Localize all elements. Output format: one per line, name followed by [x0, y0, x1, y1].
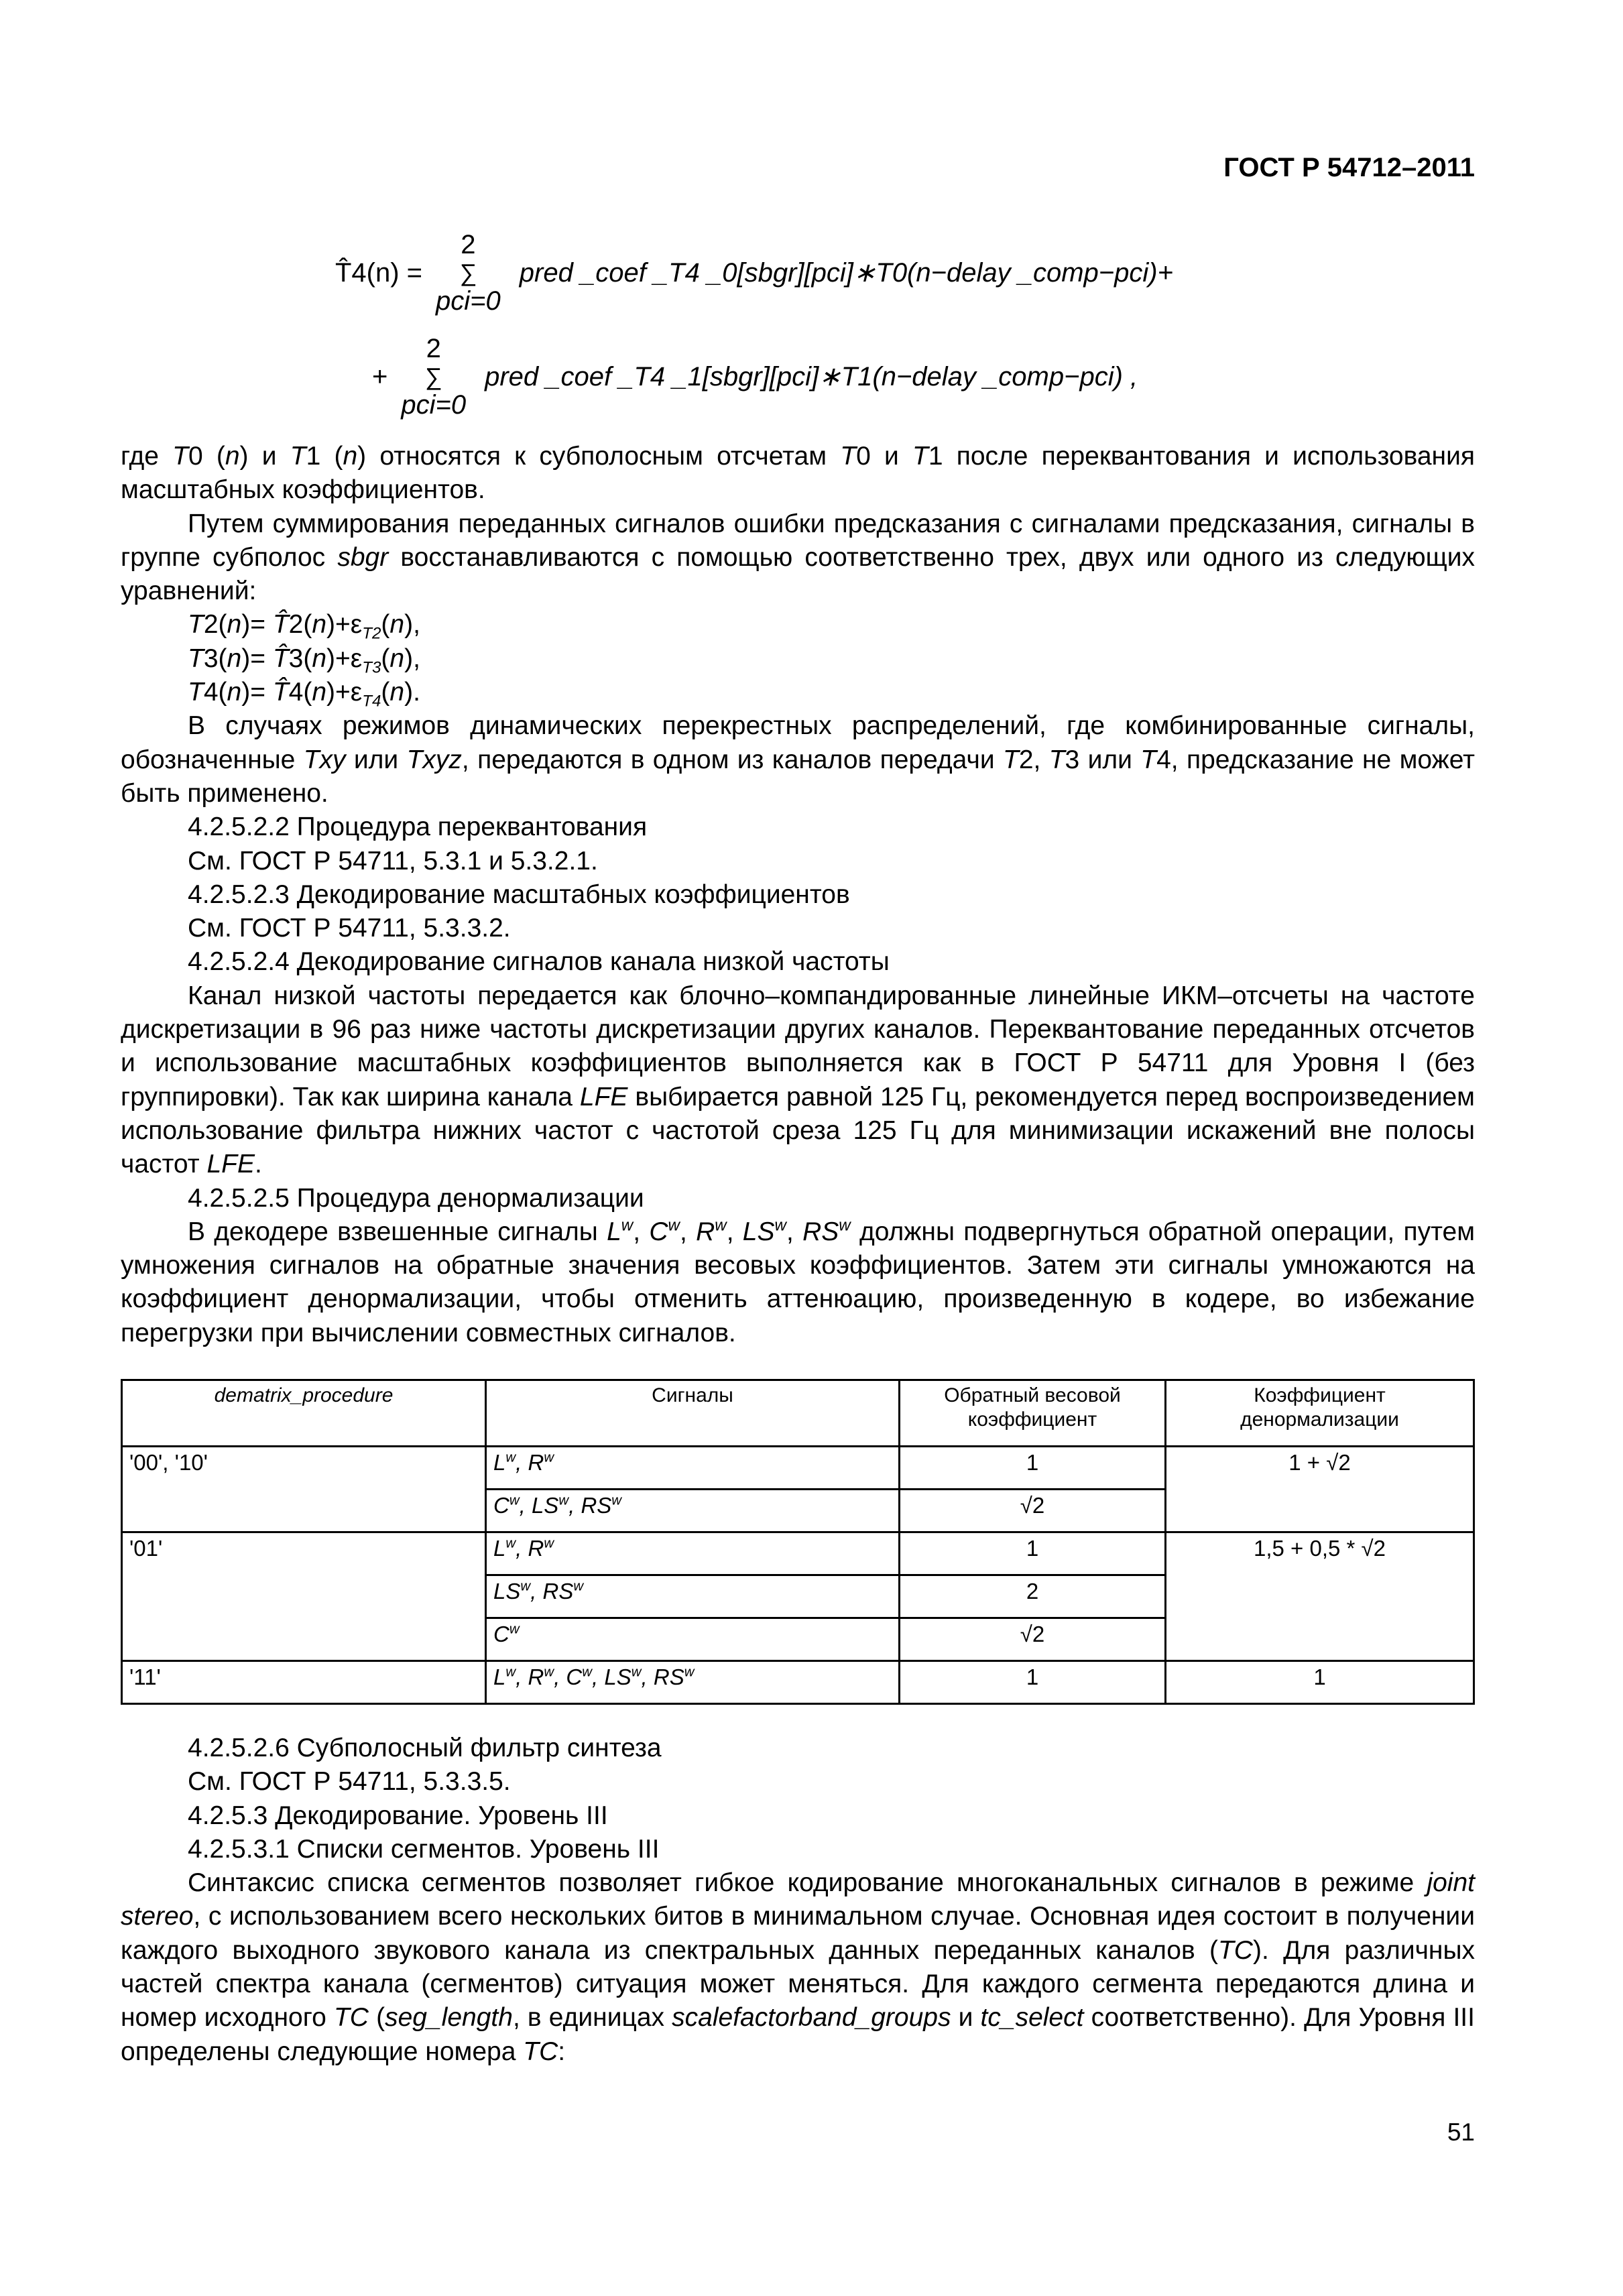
table-row [122, 1661, 1474, 1704]
text-run: n [227, 610, 242, 640]
text-run: n [389, 610, 405, 640]
text-run: )+ε [326, 644, 363, 673]
separator: , [641, 1665, 654, 1689]
text-run: n [227, 644, 242, 673]
signal-superscript: w [505, 1449, 516, 1465]
document-id-header: ГОСТ Р 54712–2011 [1223, 153, 1475, 182]
sum-upper-limit: 2 [461, 230, 476, 259]
denormalization-table [121, 1379, 1475, 1705]
subscript: T2 [362, 624, 381, 643]
text-run: выбирается равной 125 Гц, рекомендуется перед воспроизведением использование фильтра нижних частот с частотой среза 125 Гц для минимизации искажений вне полосы частот [121, 1082, 1475, 1179]
text-run: n [312, 644, 327, 673]
paragraph [121, 1215, 1475, 1350]
paragraph [121, 810, 1475, 844]
paragraph [121, 642, 1475, 676]
dematrix-procedure-cell: '01' [122, 1532, 486, 1661]
sum-operator [401, 335, 466, 418]
signal-name: LS [493, 1579, 521, 1604]
signal-superscript: w [505, 1664, 516, 1680]
signal-superscript: w [509, 1621, 520, 1637]
text-run: 4( [288, 678, 312, 707]
text-run: , [633, 1217, 650, 1246]
paragraph [121, 1866, 1475, 2069]
text-run: n [343, 442, 358, 471]
formula-lhs: T̂4(n) = [335, 257, 423, 288]
text-run: 3( [203, 644, 227, 673]
text-run: T [172, 442, 188, 471]
text-run: T [1048, 745, 1065, 774]
paragraph [121, 979, 1475, 1182]
text-run: Путем суммирования переданных сигналов ошибки предсказания с сигналами предсказания, сигналы в группе субполос [121, 509, 1475, 572]
text-run: См. ГОСТ Р 54711, 5.3.3.5. [188, 1767, 511, 1797]
formula-body: pred _coef _T4 _1[sbgr][pci]∗T1(n−delay _comp−pci) , [485, 362, 1138, 391]
superscript: w [621, 1216, 634, 1235]
signal-superscript: w [631, 1664, 642, 1680]
formula-line-2 [372, 335, 1138, 418]
paragraph [121, 945, 1475, 979]
superscript: w [839, 1216, 851, 1235]
superscript: w [774, 1216, 786, 1235]
text-run: LFE [206, 1150, 255, 1179]
text-run: scalefactorband_groups [672, 2003, 951, 2033]
text-run: 3( [288, 644, 312, 673]
text-run: Txyz [406, 745, 462, 774]
signal-name: R [528, 1450, 544, 1475]
text-run: ) и [239, 442, 290, 471]
dematrix-procedure-cell: '00', '10' [122, 1447, 486, 1532]
text-run: 4.2.5.2.5 Процедура денормализации [188, 1183, 644, 1213]
paragraph [121, 1833, 1475, 1866]
denorm-coef-cell: 1 + √2 [1166, 1447, 1474, 1532]
text-run: , [679, 1217, 697, 1246]
text-run: 1 после переквантования и использования масштабных коэффициентов. [121, 442, 1475, 505]
text-run: R [696, 1217, 715, 1246]
text-run: n [227, 678, 242, 707]
signal-superscript: w [558, 1492, 569, 1508]
inverse-weight-cell: 2 [900, 1575, 1166, 1618]
text-run: T [840, 442, 857, 471]
text-run: ), [404, 644, 420, 673]
text-run: соответственно). Для Уровня III определены следующие номера [121, 2003, 1475, 2066]
paragraph [121, 1182, 1475, 1215]
text-run: 4.2.5.2.3 Декодирование масштабных коэффициентов [188, 880, 850, 909]
text-run: T [912, 442, 928, 471]
superscript: w [668, 1216, 680, 1235]
subscript: T4 [362, 692, 381, 711]
formula-plus: + [372, 361, 388, 391]
separator: , [554, 1665, 566, 1689]
text-run: 0 ( [188, 442, 225, 471]
text-run: и [951, 2003, 981, 2033]
sigma-symbol: ∑ [459, 259, 477, 286]
text-run: восстанавливаются с помощью соответственно трех, двух или одного из следующих уравнений: [121, 542, 1475, 606]
text-block-after-table [121, 1732, 1475, 2069]
signal-name: LS [531, 1493, 559, 1518]
separator: , [516, 1665, 528, 1689]
signal-superscript: w [573, 1578, 584, 1594]
text-run: ( [368, 2003, 385, 2033]
signal-superscript: w [582, 1664, 593, 1680]
signal-superscript: w [520, 1578, 531, 1594]
table-row [122, 1532, 1474, 1575]
signal-name: R [528, 1665, 544, 1689]
signal-name: RS [653, 1665, 684, 1689]
paragraph [121, 709, 1475, 810]
paragraph [121, 845, 1475, 878]
text-run: ), [404, 610, 420, 640]
separator: , [568, 1493, 581, 1518]
text-run: См. ГОСТ Р 54711, 5.3.1 и 5.3.2.1. [188, 846, 598, 875]
signal-superscript: w [544, 1535, 554, 1551]
superscript: w [715, 1216, 727, 1235]
header-denorm-coef: Коэффициент денормализации [1166, 1380, 1474, 1447]
paragraph [121, 608, 1475, 642]
text-run: TC [333, 2003, 369, 2033]
text-run: 4.2.5.3.1 Списки сегментов. Уровень III [188, 1834, 660, 1864]
text-run: В случаях режимов динамических перекрестных распределений, где комбинированные сигналы, обозначенные [121, 711, 1475, 774]
paragraph [121, 912, 1475, 945]
text-run: или [345, 745, 407, 774]
separator: , [592, 1665, 605, 1689]
text-run: 4.2.5.2.4 Декодирование сигналов канала низкой частоты [188, 947, 890, 977]
text-run: T [1002, 745, 1019, 774]
denorm-coef-cell: 1 [1166, 1661, 1474, 1704]
text-run: 2( [288, 610, 312, 640]
text-run: 0 и [856, 442, 912, 471]
inverse-weight-cell: √2 [900, 1618, 1166, 1661]
signals-cell [486, 1532, 900, 1575]
text-run: 3 или [1065, 745, 1141, 774]
text-run: T [188, 678, 204, 707]
text-run: ). Для различных частей спектра канала (сегментов) ситуация может меняться. Для каждого сегмента передаются длина и номер исходного [121, 1935, 1475, 2033]
page-number: 51 [1447, 2118, 1475, 2146]
paragraph [121, 1799, 1475, 1833]
signal-superscript: w [544, 1664, 554, 1680]
paragraph [121, 507, 1475, 609]
text-run: )= [241, 610, 273, 640]
text-run: 4.2.5.2.2 Процедура переквантования [188, 812, 648, 842]
signal-name: L [493, 1665, 506, 1689]
dematrix-procedure-cell: '11' [122, 1661, 486, 1704]
signals-cell [486, 1618, 900, 1661]
signals-cell [486, 1447, 900, 1490]
subscript: T3 [362, 658, 381, 677]
text-run: LS [742, 1217, 775, 1246]
signal-name: LS [604, 1665, 632, 1689]
text-run: T̂ [272, 644, 289, 673]
signal-name: L [493, 1450, 506, 1475]
text-run: , [786, 1217, 803, 1246]
text-run: ( [381, 610, 390, 640]
signal-superscript: w [611, 1492, 622, 1508]
inverse-weight-cell: 1 [900, 1532, 1166, 1575]
text-run: , [726, 1217, 743, 1246]
text-run: 2, [1018, 745, 1049, 774]
text-run: n [312, 610, 327, 640]
text-run: )= [241, 644, 273, 673]
text-run: должны подвергнуться обратной операции, путем умножения сигналов на обратные значения весовых коэффициентов. Затем эти сигналы умножаются на коэффициент денормализации, чтобы отменить аттенюацию, произведенную в кодере, во избежание перегрузки при вычислении совместных сигналов. [121, 1217, 1476, 1347]
text-run: ( [381, 678, 390, 707]
text-run: ( [381, 644, 390, 673]
text-run: n [389, 644, 405, 673]
separator: , [516, 1536, 528, 1561]
text-run: TC [523, 2037, 558, 2066]
text-run: : [558, 2037, 566, 2066]
signals-cell [486, 1661, 900, 1704]
inverse-weight-cell: 1 [900, 1447, 1166, 1490]
text-run: seg_length [385, 2003, 513, 2033]
table-row [122, 1447, 1474, 1490]
signals-cell [486, 1490, 900, 1532]
signal-superscript: w [684, 1664, 695, 1680]
paragraph [121, 878, 1475, 912]
text-run: T [188, 644, 204, 673]
text-run: C [649, 1217, 668, 1246]
text-run: )= [241, 678, 273, 707]
text-run: TC [1217, 1935, 1253, 1965]
separator: , [516, 1450, 528, 1475]
sum-lower-limit: pci=0 [401, 390, 467, 420]
text-run: 2( [203, 610, 227, 640]
text-run: Txy [303, 745, 346, 774]
header-dematrix-procedure: dematrix_procedure [122, 1380, 486, 1447]
paragraph [121, 676, 1475, 709]
text-run: , с использованием всего нескольких битов в минимальном случае. Основная идея состоит в получении каждого выходного звукового канала из спектральных данных переданных каналов ( [121, 1902, 1475, 1965]
header-signals: Сигналы [486, 1380, 900, 1447]
signal-name: L [493, 1536, 506, 1561]
text-run: T̂ [272, 678, 289, 707]
sigma-symbol: ∑ [424, 363, 442, 390]
signal-name: C [566, 1665, 583, 1689]
text-run: 4( [203, 678, 227, 707]
text-run: n [225, 442, 240, 471]
signal-name: RS [581, 1493, 612, 1518]
separator: , [530, 1579, 543, 1604]
signal-name: RS [542, 1579, 574, 1604]
signal-superscript: w [505, 1535, 516, 1551]
denorm-coef-cell: 1,5 + 0,5 * √2 [1166, 1532, 1474, 1661]
text-run: 4.2.5.2.6 Субполосный фильтр синтеза [188, 1734, 662, 1762]
text-run: tc_select [980, 2003, 1084, 2033]
formula-body: pred _coef _T4 _0[sbgr][pci]∗T0(n−delay _comp−pci)+ [519, 258, 1173, 288]
sum-lower-limit: pci=0 [436, 286, 501, 316]
text-run: , передаются в одном из каналов передачи [461, 745, 1003, 774]
text-run: 4.2.5.3 Декодирование. Уровень III [188, 1801, 608, 1830]
inverse-weight-cell: √2 [900, 1490, 1166, 1532]
signal-name: C [493, 1622, 509, 1646]
paragraph [121, 1732, 1475, 1765]
header-inverse-weight: Обратный весовой коэффициент [900, 1380, 1166, 1447]
text-run: , в единицах [512, 2003, 672, 2033]
text-run: 1 ( [306, 442, 343, 471]
text-run: ). [404, 678, 420, 707]
text-run: Синтаксис списка сегментов позволяет гибкое кодирование многоканальных сигналов в режиме [188, 1868, 1427, 1898]
signal-name: R [528, 1536, 544, 1561]
text-run: В декодере взвешенные сигналы [188, 1217, 607, 1246]
text-run: См. ГОСТ Р 54711, 5.3.3.2. [188, 914, 511, 943]
text-run: T [1140, 745, 1157, 774]
paragraph [121, 1765, 1475, 1799]
text-block-before-table [121, 440, 1475, 1350]
text-run: LFE [579, 1082, 628, 1111]
text-run: Канал низкой частоты передается как блочно–компандированные линейные ИКМ–отсчеты на частоте дискретизации в 96 раз ниже частоты дискретизации других каналов. Переквантование переданных отсчетов и использование масштабных коэффициентов выполняется как в ГОСТ Р 54711 для Уровня I (без группировки). Так как ширина канала [121, 981, 1475, 1111]
text-run: T [290, 442, 306, 471]
signal-superscript: w [544, 1449, 554, 1465]
text-run: T [188, 610, 204, 640]
text-run: n [312, 678, 327, 707]
text-run: n [389, 678, 405, 707]
table-header-row [122, 1380, 1474, 1447]
paragraph [121, 440, 1475, 507]
signals-cell [486, 1575, 900, 1618]
signal-superscript: w [509, 1492, 520, 1508]
inverse-weight-cell: 1 [900, 1661, 1166, 1704]
text-run: где [121, 442, 173, 471]
sum-upper-limit: 2 [426, 334, 441, 363]
formula-line-1 [335, 231, 1173, 314]
text-run: . [255, 1150, 262, 1179]
text-run: )+ε [326, 678, 363, 707]
text-run: T̂ [272, 610, 289, 640]
text-run: sbgr [337, 542, 389, 572]
signal-name: C [493, 1493, 509, 1518]
text-run: 4, предсказание не может быть применено. [121, 745, 1476, 808]
text-run: )+ε [326, 610, 363, 640]
text-run: L [607, 1217, 621, 1246]
text-run: ) относятся к субполосным отсчетам [357, 442, 841, 471]
sum-operator [436, 231, 501, 314]
text-run: RS [802, 1217, 839, 1246]
text-run: joint stereo [121, 1868, 1475, 1931]
separator: , [519, 1493, 532, 1518]
